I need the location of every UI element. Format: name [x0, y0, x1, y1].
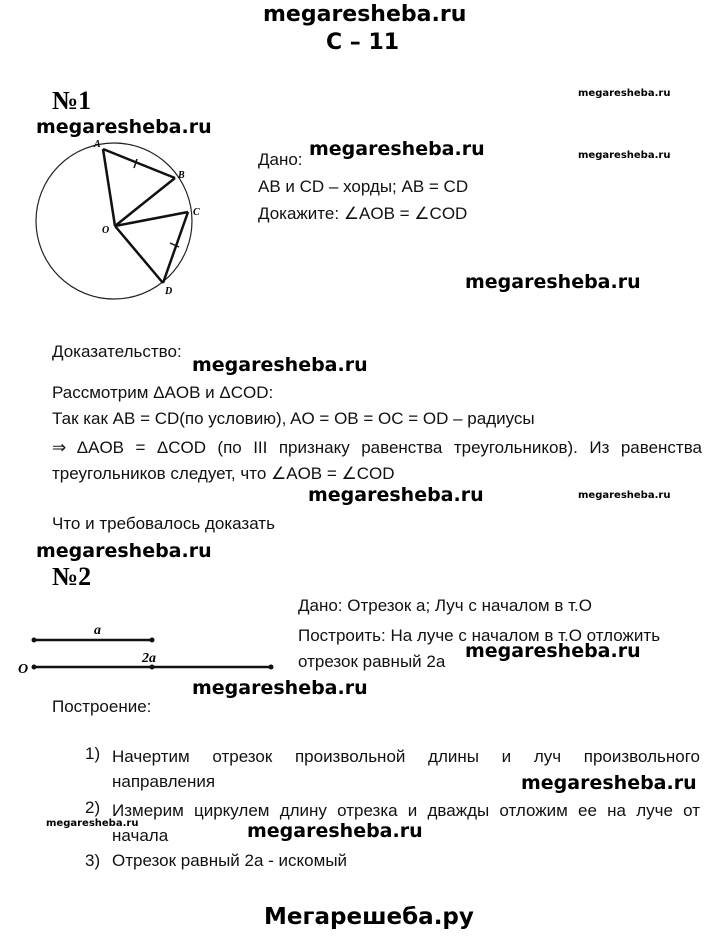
label-c: C: [193, 207, 200, 218]
task2-given: Дано: Отрезок а; Луч с началом в т.О: [298, 596, 592, 615]
step-3-text: Отрезок равный 2а - искомый: [112, 851, 348, 870]
label-a: a: [94, 623, 101, 638]
chord-cd: [163, 212, 188, 283]
construction-label: Построение:: [52, 697, 152, 716]
prove-line: Докажите: ∠AOB = ∠COD: [258, 204, 468, 223]
watermark-small: megaresheba.ru: [578, 88, 671, 99]
step-1-num: 1): [85, 744, 101, 763]
watermark: megaresheba.ru: [465, 640, 641, 662]
watermark-small: megaresheba.ru: [46, 818, 139, 829]
given-label: Дано:: [258, 150, 303, 169]
watermark: megaresheba.ru: [247, 820, 423, 842]
proof-label: Доказательство:: [52, 342, 182, 361]
watermark: megaresheba.ru: [192, 677, 368, 699]
step-2-num: 2): [85, 798, 101, 817]
radius-oa: [103, 149, 115, 226]
section-title: С – 11: [326, 30, 400, 55]
step-3-num: 3): [85, 851, 101, 870]
task2-number: №2: [52, 562, 92, 591]
label-b: B: [178, 170, 185, 181]
proof-line-1: Рассмотрим ΔAOB и ΔCOD:: [52, 383, 274, 402]
proof-line-2: Так как AB = CD(по условию), AO = OB = OC = OD – радиусы: [52, 409, 535, 428]
proof-paragraph: ⇒ ΔAOB = ΔCOD (по III признаку равенства треугольников). Из равенства треугольников следует, что ∠AOB = ∠COD: [52, 438, 702, 483]
watermark: megaresheba.ru: [309, 138, 485, 160]
label-d: D: [165, 286, 173, 297]
task1-number: №1: [52, 86, 92, 115]
footer-site: Мегарешеба.ру: [264, 904, 474, 930]
label-o: O: [18, 662, 29, 677]
watermark: megaresheba.ru: [465, 271, 641, 293]
watermark-small: megaresheba.ru: [578, 150, 671, 161]
circle-chords-figure: [30, 135, 225, 305]
watermark: megaresheba.ru: [36, 540, 212, 562]
segment-a-start: [32, 638, 37, 643]
chord-ab: [103, 149, 175, 178]
radius-oc: [115, 212, 188, 226]
watermark-small: megaresheba.ru: [578, 490, 671, 501]
watermark: megaresheba.ru: [36, 116, 212, 138]
ray-mark-2a: [269, 665, 274, 670]
watermark: megaresheba.ru: [308, 484, 484, 506]
segment-a-end: [150, 638, 155, 643]
segment-ray-figure: [18, 615, 280, 677]
task2-construct: Построить: На луче с началом в т.О отложить отрезок равный 2а: [298, 626, 661, 671]
radius-ob: [115, 178, 175, 226]
ray-o-start: [32, 665, 37, 670]
step-2-text: Измерим циркулем длину отрезка и дважды отложим ее на луче от начала: [112, 801, 700, 845]
given-line: AB и CD – хорды; AB = CD: [258, 177, 469, 196]
radius-od: [115, 226, 163, 283]
header-site: megaresheba.ru: [263, 2, 467, 27]
step-1-text: Начертим отрезок произвольной длины и луч произвольного направления: [112, 747, 700, 791]
label-a: A: [94, 139, 101, 150]
watermark: megaresheba.ru: [521, 772, 697, 794]
watermark: megaresheba.ru: [192, 354, 368, 376]
label-2a: 2a: [142, 651, 156, 666]
label-o: O: [102, 225, 110, 236]
conclusion: Что и требовалось доказать: [52, 514, 275, 533]
